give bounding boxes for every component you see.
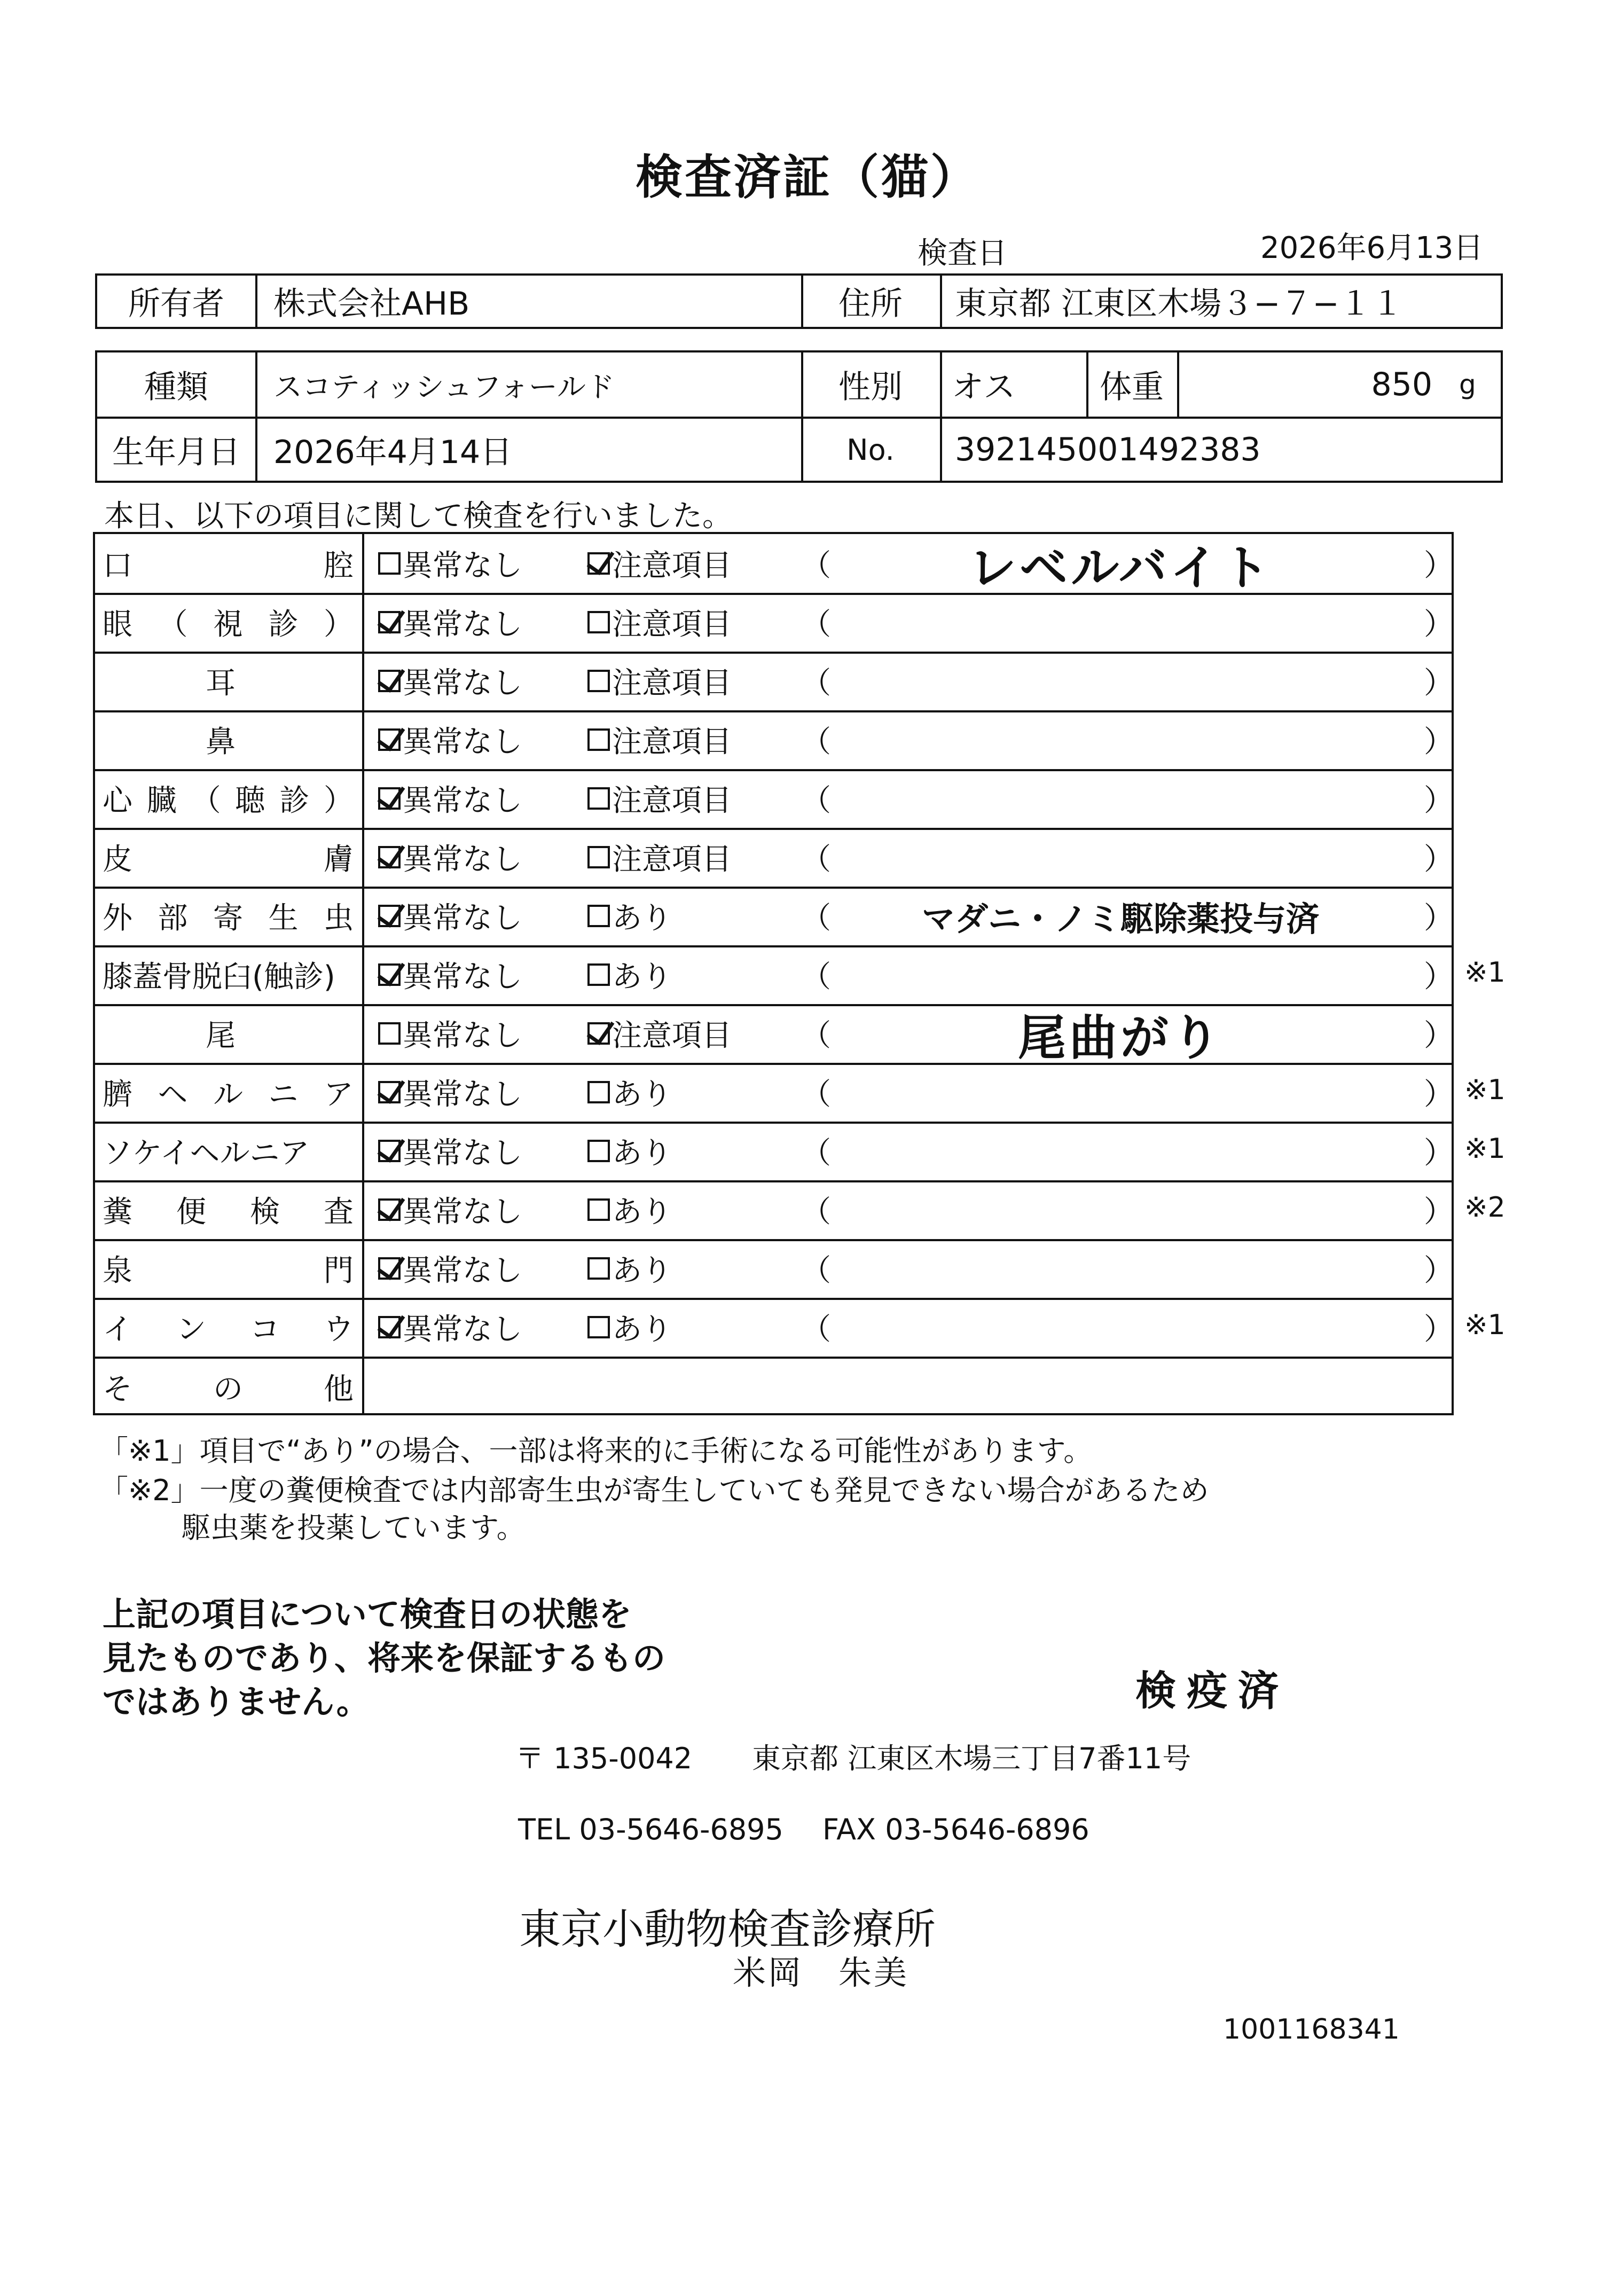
assurance-line-3: ではありません。 <box>103 1682 370 1721</box>
no-abnormality-label: 異常なし <box>403 548 522 583</box>
row-note <box>821 945 1420 1004</box>
open-paren: （ <box>801 1077 831 1112</box>
clinic-postal: 〒 135-0042 <box>515 1742 693 1775</box>
close-paren: ） <box>1424 725 1454 759</box>
no-abnormality-checkbox[interactable] <box>378 905 401 927</box>
footnote-1: 「※1」項目で“あり”の場合、一部は将来的に手術になる可能性があります。 <box>99 1434 1093 1468</box>
owner-label: 所有者 <box>128 285 224 323</box>
attention-label: 注意項目 <box>612 666 732 701</box>
close-paren: ） <box>1424 842 1454 877</box>
no-abnormality-label: 異常なし <box>403 1195 522 1229</box>
no-abnormality-checkbox[interactable] <box>378 1022 401 1045</box>
close-paren: ） <box>1424 666 1454 701</box>
attention-label: 注意項目 <box>612 1018 732 1053</box>
row-label: 鼻 <box>206 725 236 759</box>
attention-option[interactable] <box>587 1122 672 1180</box>
open-paren: （ <box>801 901 831 936</box>
no-abnormality-checkbox[interactable] <box>378 963 401 986</box>
attention-option[interactable] <box>587 1239 672 1298</box>
no-abnormality-label: 異常なし <box>403 607 522 642</box>
breed-value: スコティッシュフォールド <box>273 370 615 404</box>
row-label: ソケイヘルニア <box>103 1136 310 1171</box>
no-abnormality-label: 異常なし <box>403 901 522 936</box>
inspection-table <box>93 532 1454 1415</box>
close-paren: ） <box>1424 607 1454 642</box>
clinic-name: 東京小動物検査診療所 <box>519 1906 936 1954</box>
attention-label: あり <box>612 1312 672 1347</box>
attention-checkbox[interactable] <box>587 963 610 986</box>
assurance-text <box>103 1593 665 1724</box>
attention-checkbox[interactable] <box>587 670 610 692</box>
no-abnormality-label: 異常なし <box>403 1077 522 1112</box>
attention-checkbox[interactable] <box>587 846 610 868</box>
no-abnormality-checkbox[interactable] <box>378 1257 401 1280</box>
no-abnormality-checkbox[interactable] <box>378 728 401 751</box>
dob-value: 2026年4月14日 <box>273 434 513 471</box>
address-value: 東京都 江東区木場３−７−１１ <box>955 285 1404 323</box>
attention-label: あり <box>612 1077 672 1112</box>
attention-checkbox[interactable] <box>587 787 610 810</box>
close-paren: ） <box>1424 1018 1454 1053</box>
no-abnormality-checkbox[interactable] <box>378 1140 401 1162</box>
assurance-line-1: 上記の項目について検査日の状態を <box>103 1595 632 1634</box>
row-note <box>821 1298 1420 1357</box>
close-paren: ） <box>1424 1077 1454 1112</box>
row-label: 尾 <box>206 1018 236 1053</box>
close-paren: ） <box>1424 1136 1454 1171</box>
attention-option[interactable] <box>587 710 732 769</box>
footnote-mark: ※2 <box>1464 1192 1506 1224</box>
no-abnormality-option[interactable] <box>378 1239 522 1298</box>
table-row <box>95 710 1452 769</box>
no-abnormality-option[interactable] <box>378 1063 522 1122</box>
attention-option[interactable] <box>587 828 732 887</box>
open-paren: （ <box>801 1253 831 1288</box>
no-abnormality-option[interactable] <box>378 887 522 945</box>
open-paren: （ <box>801 842 831 877</box>
no-abnormality-option[interactable] <box>378 1180 522 1239</box>
row-label: 臍 ヘ ル ニ ア <box>103 1077 354 1112</box>
no-abnormality-option[interactable] <box>378 652 522 710</box>
no-abnormality-label: 異常なし <box>403 666 522 701</box>
no-abnormality-label: 異常なし <box>403 725 522 759</box>
no-abnormality-label: 異常なし <box>403 960 522 994</box>
footnote-mark: ※1 <box>1464 1074 1506 1106</box>
table-row <box>95 828 1452 887</box>
attention-option[interactable] <box>587 887 672 945</box>
clinic-tel: TEL 03-5646-6895 <box>518 1813 783 1846</box>
row-note <box>821 1122 1420 1180</box>
row-note <box>821 593 1420 652</box>
open-paren: （ <box>801 725 831 759</box>
weight-label: 体重 <box>1100 369 1164 406</box>
owner-value: 株式会社AHB <box>273 285 470 323</box>
attention-checkbox[interactable] <box>587 1257 610 1280</box>
attention-label: 注意項目 <box>612 607 732 642</box>
footnote-mark: ※1 <box>1464 1133 1506 1165</box>
attention-checkbox[interactable] <box>587 905 610 927</box>
row-label: 糞 便 検 査 <box>103 1195 354 1229</box>
table-row <box>95 1004 1454 1066</box>
row-label: イ ン コ ウ <box>103 1312 354 1347</box>
no-abnormality-checkbox[interactable] <box>378 611 401 633</box>
no-abnormality-option[interactable] <box>378 1298 522 1357</box>
attention-label: あり <box>612 1136 672 1171</box>
sex-value: オス <box>952 369 1016 406</box>
attention-label: 注意項目 <box>612 725 732 759</box>
table-row <box>95 1122 1452 1180</box>
table-row-other <box>95 1357 1452 1417</box>
no-abnormality-option[interactable] <box>378 945 522 1004</box>
no-abnormality-option[interactable] <box>378 769 522 828</box>
weight-unit: g <box>1459 369 1476 400</box>
no-abnormality-checkbox[interactable] <box>378 670 401 692</box>
no-abnormality-checkbox[interactable] <box>378 1198 401 1221</box>
attention-option[interactable] <box>587 1004 732 1063</box>
row-note: レベルバイト <box>968 540 1273 596</box>
no-abnormality-label: 異常なし <box>403 1136 522 1171</box>
footnote-mark: ※1 <box>1464 1309 1506 1341</box>
dob-label: 生年月日 <box>112 434 240 471</box>
no-abnormality-label: 異常なし <box>403 1018 522 1053</box>
no-abnormality-option[interactable] <box>378 1122 522 1180</box>
attention-option[interactable] <box>587 1063 672 1122</box>
row-note <box>821 1063 1420 1122</box>
no-abnormality-label: 異常なし <box>403 783 522 818</box>
attention-label: あり <box>612 1253 672 1288</box>
no-abnormality-option[interactable] <box>378 828 522 887</box>
attention-label: あり <box>612 1195 672 1229</box>
row-label: 泉 門 <box>103 1253 354 1288</box>
no-value: 392145001492383 <box>955 431 1261 468</box>
assurance-line-2: 見たものであり、将来を保証するもの <box>103 1639 666 1678</box>
attention-checkbox[interactable] <box>587 1198 610 1221</box>
open-paren: （ <box>801 783 831 818</box>
row-note <box>821 828 1420 887</box>
other-label: そ の 他 <box>103 1372 354 1407</box>
table-row <box>95 1180 1452 1239</box>
no-abnormality-checkbox[interactable] <box>378 1081 401 1103</box>
row-note <box>821 1239 1420 1298</box>
attention-option[interactable] <box>587 593 732 652</box>
close-paren: ） <box>1424 1312 1454 1347</box>
no-abnormality-label: 異常なし <box>403 1253 522 1288</box>
open-paren: （ <box>801 960 831 994</box>
row-note <box>821 1180 1420 1239</box>
doctor-name: 米岡 朱美 <box>733 1953 910 1992</box>
attention-option[interactable] <box>587 769 732 828</box>
attention-label: 注意項目 <box>612 842 732 877</box>
attention-checkbox[interactable] <box>587 1022 610 1045</box>
footnote-2-line2: 駆虫薬を投薬しています。 <box>182 1511 526 1545</box>
open-paren: （ <box>801 1312 831 1347</box>
close-paren: ） <box>1424 960 1454 994</box>
attention-checkbox[interactable] <box>587 1316 610 1338</box>
row-label: 口 腔 <box>103 548 354 583</box>
row-label: 皮 膚 <box>103 842 354 877</box>
attention-option[interactable] <box>587 1180 672 1239</box>
attention-label: 注意項目 <box>612 783 732 818</box>
footnote-mark: ※1 <box>1464 957 1506 989</box>
table-row <box>95 1239 1452 1298</box>
table-row <box>95 945 1452 1004</box>
table-row <box>95 887 1452 945</box>
row-note <box>821 710 1420 769</box>
sex-label: 性別 <box>838 369 903 406</box>
table-row <box>95 1298 1452 1357</box>
close-paren: ） <box>1424 901 1454 936</box>
attention-label: あり <box>612 901 672 936</box>
no-abnormality-label: 異常なし <box>403 1312 522 1347</box>
open-paren: （ <box>801 548 831 583</box>
no-label: No. <box>846 433 895 467</box>
table-row <box>95 593 1452 652</box>
pet-table <box>95 350 1503 483</box>
table-row <box>95 534 1454 596</box>
no-abnormality-checkbox[interactable] <box>378 1316 401 1338</box>
close-paren: ） <box>1424 548 1454 583</box>
attention-checkbox[interactable] <box>587 552 610 575</box>
exam-date-value: 2026年6月13日 <box>1260 231 1484 265</box>
attention-label: 注意項目 <box>612 548 732 583</box>
row-label: 外 部 寄 生 虫 <box>103 901 354 936</box>
open-paren: （ <box>801 1195 831 1229</box>
open-paren: （ <box>801 1136 831 1171</box>
no-abnormality-option[interactable] <box>378 534 522 593</box>
clinic-fax: FAX 03-5646-6896 <box>822 1813 1089 1846</box>
table-row <box>95 769 1452 828</box>
owner-table <box>95 273 1503 329</box>
attention-checkbox[interactable] <box>587 1140 610 1162</box>
close-paren: ） <box>1424 783 1454 818</box>
quarantine-stamp: 検疫済 <box>1135 1667 1289 1714</box>
attention-option[interactable] <box>587 1298 672 1357</box>
exam-date-label: 検査日 <box>918 236 1007 271</box>
attention-option[interactable] <box>587 534 732 593</box>
table-row <box>95 1063 1452 1122</box>
row-note: マダニ・ノミ駆除薬投与済 <box>921 899 1319 938</box>
row-label: 膝蓋骨脱臼(触診) <box>103 960 335 994</box>
row-label: 心 臓 （ 聴 診 ） <box>103 783 354 818</box>
row-note <box>821 652 1420 710</box>
attention-checkbox[interactable] <box>587 728 610 751</box>
no-abnormality-checkbox[interactable] <box>378 846 401 868</box>
address-label: 住所 <box>838 285 903 323</box>
row-label: 眼 （ 視 診 ） <box>103 607 354 642</box>
row-note <box>821 769 1420 828</box>
attention-checkbox[interactable] <box>587 1081 610 1103</box>
attention-checkbox[interactable] <box>587 611 610 633</box>
footnote-2-line1: 「※2」一度の糞便検査では内部寄生虫が寄生していても発見できない場合があるため <box>99 1474 1209 1507</box>
page-title: 検査済証（猫） <box>635 150 979 205</box>
no-abnormality-checkbox[interactable] <box>378 552 401 575</box>
weight-value: 850 <box>1371 366 1432 403</box>
open-paren: （ <box>801 666 831 701</box>
no-abnormality-checkbox[interactable] <box>378 787 401 810</box>
table-row <box>95 652 1452 710</box>
attention-option[interactable] <box>587 652 732 710</box>
open-paren: （ <box>801 1018 831 1053</box>
attention-option[interactable] <box>587 945 672 1004</box>
document-number: 1001168341 <box>1223 2013 1400 2046</box>
no-abnormality-label: 異常なし <box>403 842 522 877</box>
close-paren: ） <box>1424 1253 1454 1288</box>
no-abnormality-option[interactable] <box>378 593 522 652</box>
attention-label: あり <box>612 960 672 994</box>
no-abnormality-option[interactable] <box>378 710 522 769</box>
row-note: 尾曲がり <box>1018 1010 1223 1066</box>
no-abnormality-option[interactable] <box>378 1004 522 1063</box>
close-paren: ） <box>1424 1195 1454 1229</box>
open-paren: （ <box>801 607 831 642</box>
intro-text: 本日、以下の項目に関して検査を行いました。 <box>104 499 732 534</box>
clinic-address: 東京都 江東区木場三丁目7番11号 <box>752 1742 1191 1775</box>
row-label: 耳 <box>206 666 236 701</box>
breed-label: 種類 <box>144 369 208 406</box>
